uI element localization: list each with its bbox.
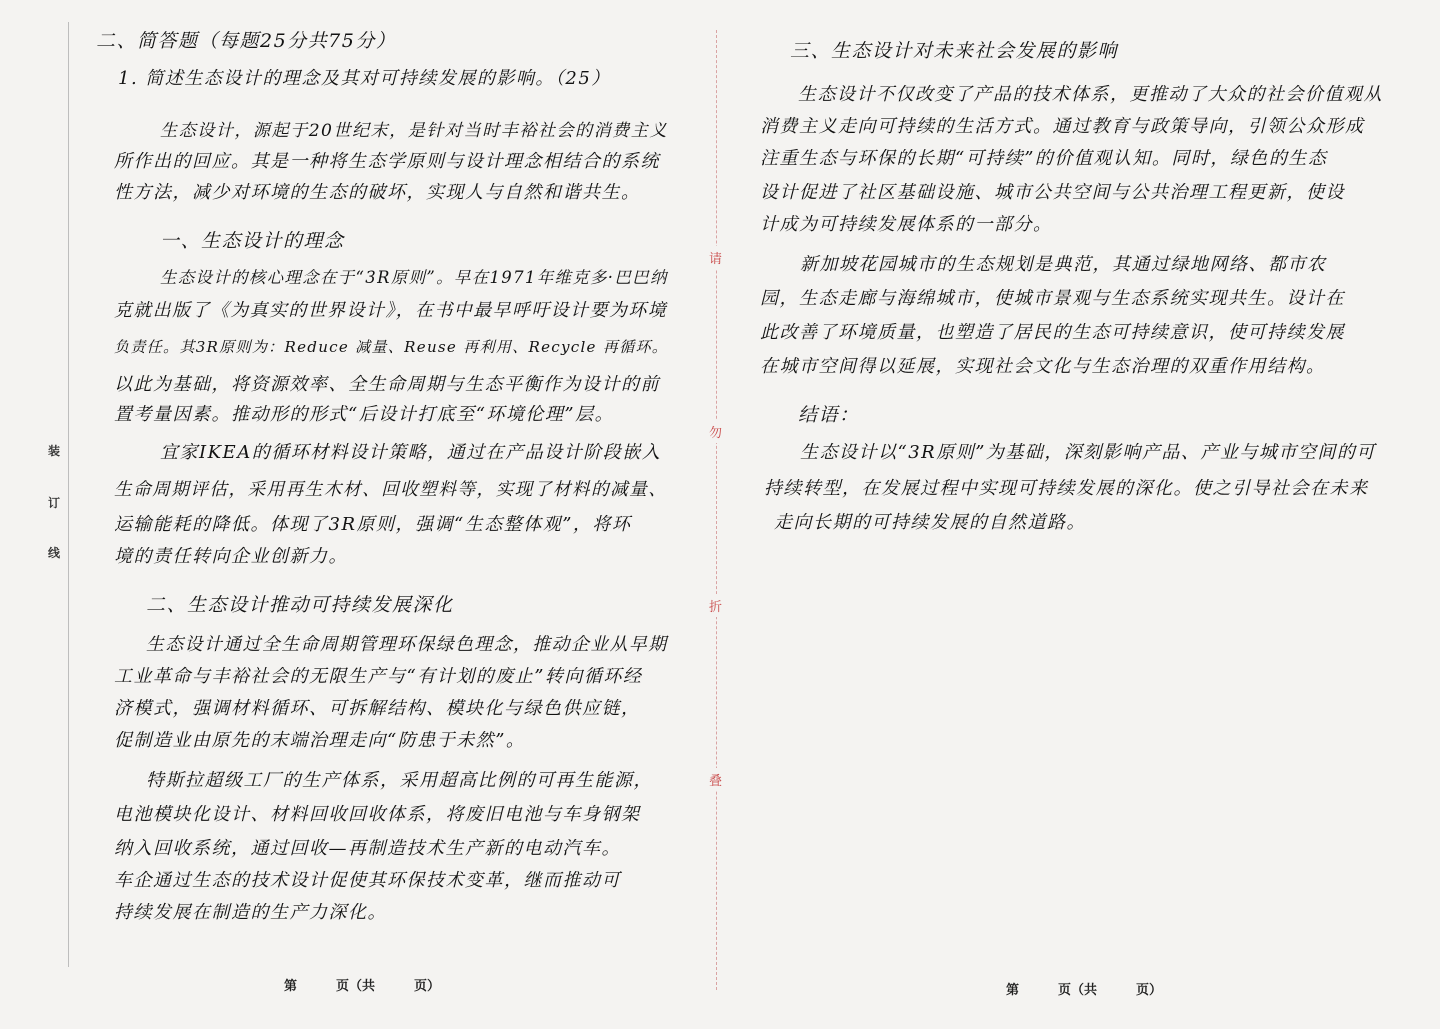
- paragraph-5-line: 生态设计不仅改变了产品的技术体系，更推动了大众的社会价值观从: [798, 84, 1383, 105]
- paragraph-3-line: 生态设计通过全生命周期管理环保绿色理念，推动企业从早期: [146, 634, 668, 655]
- paragraph-5-line: 设计促进了社区基础设施、城市公共空间与公共治理工程更新，使设: [760, 182, 1345, 203]
- paragraph-4-line: 车企通过生态的技术设计促使其环保技术变革，继而推动可: [114, 870, 621, 891]
- question-text: 1. 简述生态设计的理念及其对可持续发展的影响。（25）: [118, 68, 611, 89]
- paragraph-1-line: 负责任。其3R原则为：Reduce 减量、Reuse 再利用、Recycle 再循环。: [114, 338, 669, 356]
- paragraph-6-line: 此改善了环境质量，也塑造了居民的生态可持续意识，使可持续发展: [760, 322, 1345, 343]
- paragraph-5-line: 注重生态与环保的长期“可持续”的价值观认知。同时，绿色的生态: [760, 148, 1328, 169]
- intro-line: 性方法，减少对环境的生态的破坏，实现人与自然和谐共生。: [114, 182, 641, 203]
- paragraph-2-line: 宜家IKEA的循环材料设计策略，通过在产品设计阶段嵌入: [160, 442, 662, 463]
- paragraph-4-line: 特斯拉超级工厂的生产体系，采用超高比例的可再生能源，: [146, 770, 653, 791]
- fold-warning-char: 折: [709, 594, 722, 617]
- subheading-3: 三、生态设计对未来社会发展的影响: [790, 40, 1119, 62]
- page-footer: 第 页（共 页）: [1006, 983, 1163, 998]
- paragraph-2-line: 境的责任转向企业创新力。: [114, 546, 348, 567]
- paragraph-1-line: 生态设计的核心理念在于“3R原则”。早在1971年维克多·巴巴纳: [160, 268, 668, 287]
- binding-label-char: 装: [48, 444, 61, 458]
- paragraph-5-line: 计成为可持续发展体系的一部分。: [760, 214, 1053, 235]
- subheading-1: 一、生态设计的理念: [160, 230, 345, 252]
- section-title: 二、简答题（每题25分共75分）: [96, 30, 397, 52]
- paragraph-1-line: 以此为基础，将资源效率、全生命周期与生态平衡作为设计的前: [114, 374, 660, 395]
- fold-warning-char: 叠: [709, 768, 722, 791]
- subheading-2: 二、生态设计推动可持续发展深化: [146, 594, 454, 616]
- page-footer: 第 页（共 页）: [284, 979, 441, 994]
- conclusion-line: 持续转型，在发展过程中实现可持续发展的深化。使之引导社会在未来: [764, 478, 1369, 499]
- paragraph-1-line: 克就出版了《为真实的世界设计》，在书中最早呼吁设计要为环境: [114, 300, 668, 321]
- paragraph-4-line: 持续发展在制造的生产力深化。: [114, 902, 387, 923]
- binding-label-char: 线: [48, 546, 61, 560]
- paragraph-3-line: 济模式，强调材料循环、可拆解结构、模块化与绿色供应链，: [114, 698, 641, 719]
- intro-line: 生态设计，源起于20世纪末，是针对当时丰裕社会的消费主义: [160, 121, 668, 141]
- paragraph-1-line: 置考量因素。推动形的形式“后设计打底至“环境伦理”层。: [114, 404, 615, 425]
- intro-line: 所作出的回应。其是一种将生态学原则与设计理念相结合的系统: [114, 151, 660, 172]
- paragraph-5-line: 消费主义走向可持续的生活方式。通过教育与政策导向，引领公众形成: [760, 116, 1365, 137]
- paragraph-2-line: 运输能耗的降低。体现了3R原则，强调“生态整体观”，将环: [114, 514, 632, 535]
- paragraph-6-line: 园，生态走廊与海绵城市，使城市景观与生态系统实现共生。设计在: [760, 288, 1345, 309]
- binding-line: [68, 22, 69, 967]
- conclusion-line: 走向长期的可持续发展的自然道路。: [774, 512, 1086, 533]
- paragraph-4-line: 纳入回收系统，通过回收—再制造技术生产新的电动汽车。: [114, 838, 621, 859]
- fold-warning-char: 请: [709, 246, 722, 269]
- fold-line: [716, 30, 717, 990]
- paragraph-3-line: 促制造业由原先的末端治理走向“防患于未然”。: [114, 730, 526, 751]
- binding-label-char: 订: [48, 496, 61, 510]
- conclusion-line: 生态设计以“3R原则”为基础，深刻影响产品、产业与城市空间的可: [800, 442, 1376, 463]
- left-answer-page: [0, 0, 718, 1029]
- paragraph-3-line: 工业革命与丰裕社会的无限生产与“有计划的废止”转向循环经: [114, 666, 643, 687]
- paragraph-6-line: 新加坡花园城市的生态规划是典范，其通过绿地网络、都市农: [800, 254, 1327, 275]
- paragraph-2-line: 生命周期评估，采用再生木材、回收塑料等，实现了材料的减量、: [114, 480, 668, 500]
- paragraph-4-line: 电池模块化设计、材料回收回收体系，将废旧电池与车身钢架: [114, 804, 641, 825]
- paragraph-6-line: 在城市空间得以延展，实现社会文化与生态治理的双重作用结构。: [760, 356, 1326, 377]
- right-answer-page: [718, 0, 1440, 1029]
- fold-warning-char: 勿: [709, 420, 722, 443]
- conclusion-heading: 结语：: [798, 404, 860, 426]
